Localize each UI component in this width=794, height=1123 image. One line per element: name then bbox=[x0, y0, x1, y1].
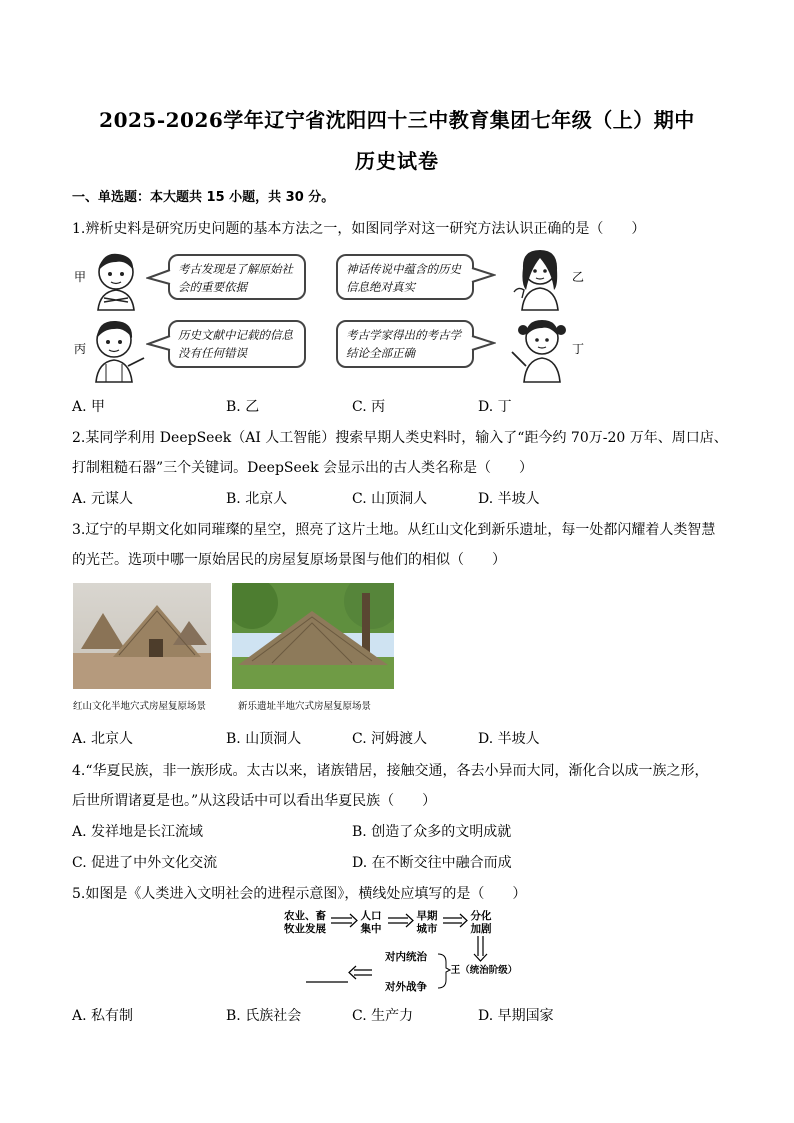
section-heading: 一、单选题：本大题共 15 小题，共 30 分。 bbox=[72, 190, 335, 205]
q2-option-b: B. 北京人 bbox=[226, 491, 288, 507]
q1-option-c: C. 丙 bbox=[352, 399, 386, 415]
q1-label-bing: 丙 bbox=[74, 342, 87, 356]
q3-option-a: A. 北京人 bbox=[72, 731, 134, 747]
diagram-arrows bbox=[300, 904, 540, 1004]
bubble-pointer bbox=[146, 268, 172, 286]
q3-option-c: C. 河姆渡人 bbox=[352, 731, 428, 747]
q2-option-d: D. 半坡人 bbox=[478, 491, 540, 507]
hongshan-caption: 红山文化半地穴式房屋复原场景 bbox=[73, 701, 207, 712]
diagram-node-agriculture: 农业、畜 牧业发展 bbox=[284, 910, 326, 935]
q4-option-b: B. 创造了众多的文明成就 bbox=[352, 824, 512, 840]
q5-option-a: A. 私有制 bbox=[72, 1008, 134, 1024]
q1-bubble-bing bbox=[168, 320, 306, 368]
q4-option-c: C. 促进了中外文化交流 bbox=[72, 855, 218, 871]
q1-label-ding: 丁 bbox=[572, 342, 585, 356]
exam-title: 2025-2026学年辽宁省沈阳四十三中教育集团七年级（上）期中 bbox=[99, 108, 695, 132]
bubble-pointer bbox=[146, 334, 172, 352]
exam-subtitle: 历史试卷 bbox=[355, 149, 439, 173]
xinle-house-photo bbox=[232, 583, 394, 689]
q2-option-a: A. 元谋人 bbox=[72, 491, 134, 507]
q2-stem-line1: 2.某同学利用 DeepSeek（AI 人工智能）搜索早期人类史料时，输入了“距今约 70万-20 万年、周口店、 bbox=[72, 430, 728, 446]
q1-option-a: A. 甲 bbox=[72, 399, 106, 415]
q1-bubble-jia-text: 考古发现是了解原始社会的重要依据 bbox=[178, 262, 293, 294]
q1-stem: 1.辨析史料是研究历史问题的基本方法之一，如图同学对这一研究方法认识正确的是（ ） bbox=[72, 221, 646, 237]
diagram-node-early-city: 早期 城市 bbox=[416, 910, 438, 935]
q3-stem-line2: 的光芒。选项中哪一原始居民的房屋复原场景图与他们的相似（ ） bbox=[72, 552, 506, 568]
student-jia-illustration bbox=[88, 250, 148, 312]
q1-bubble-ding bbox=[336, 320, 474, 368]
q3-option-b: B. 山顶洞人 bbox=[226, 731, 302, 747]
student-ding-illustration bbox=[510, 316, 572, 384]
q1-bubble-jia bbox=[168, 254, 306, 300]
q1-label-jia: 甲 bbox=[74, 270, 87, 284]
xinle-caption: 新乐遗址半地穴式房屋复原场景 bbox=[238, 701, 372, 712]
diagram-node-internal-rule: 对内统治 bbox=[385, 951, 427, 963]
student-yi-illustration bbox=[508, 246, 570, 312]
q1-option-b: B. 乙 bbox=[226, 399, 260, 415]
q1-label-yi: 乙 bbox=[572, 270, 585, 284]
q3-option-d: D. 半坡人 bbox=[478, 731, 540, 747]
q4-stem-line2: 后世所谓诸夏是也。”从这段话中可以看出华夏民族（ ） bbox=[72, 793, 437, 809]
q5-option-c: C. 生产力 bbox=[352, 1008, 414, 1024]
q5-option-d: D. 早期国家 bbox=[478, 1008, 554, 1024]
hongshan-house-photo bbox=[73, 583, 211, 689]
q5-option-b: B. 氏族社会 bbox=[226, 1008, 302, 1024]
q1-bubble-ding-text: 考古学家得出的考古学结论全部正确 bbox=[346, 328, 461, 360]
q4-option-a: A. 发祥地是长江流域 bbox=[72, 824, 204, 840]
q5-stem: 5.如图是《人类进入文明社会的进程示意图》，横线处应填写的是（ ） bbox=[72, 886, 527, 902]
q4-stem-line1: 4.“华夏民族，非一族形成。太古以来，诸族错居，接触交通，各去小异而大同，渐化合以成一族之形， bbox=[72, 763, 709, 779]
diagram-node-differentiation: 分化 加剧 bbox=[470, 910, 492, 935]
bubble-pointer bbox=[470, 266, 496, 284]
student-bing-illustration bbox=[88, 318, 148, 384]
diagram-node-external-war: 对外战争 bbox=[385, 981, 427, 993]
q2-stem-line2: 打制粗糙石器”三个关键词。DeepSeek 会显示出的古人类名称是（ ） bbox=[72, 460, 534, 476]
q4-option-d: D. 在不断交往中融合而成 bbox=[352, 855, 512, 871]
diagram-node-king: 王（统治阶级） bbox=[450, 965, 518, 976]
q1-option-d: D. 丁 bbox=[478, 399, 512, 415]
diagram-node-population: 人口 集中 bbox=[360, 910, 382, 935]
bubble-pointer bbox=[470, 334, 496, 352]
q1-bubble-yi-text: 神话传说中蕴含的历史信息绝对真实 bbox=[346, 262, 461, 294]
q2-option-c: C. 山顶洞人 bbox=[352, 491, 428, 507]
q1-bubble-bing-text: 历史文献中记载的信息没有任何错误 bbox=[178, 328, 293, 360]
q3-stem-line1: 3.辽宁的早期文化如同璀璨的星空，照亮了这片土地。从红山文化到新乐遗址，每一处都闪耀着人类智慧 bbox=[72, 522, 716, 538]
q1-bubble-yi bbox=[336, 254, 474, 300]
